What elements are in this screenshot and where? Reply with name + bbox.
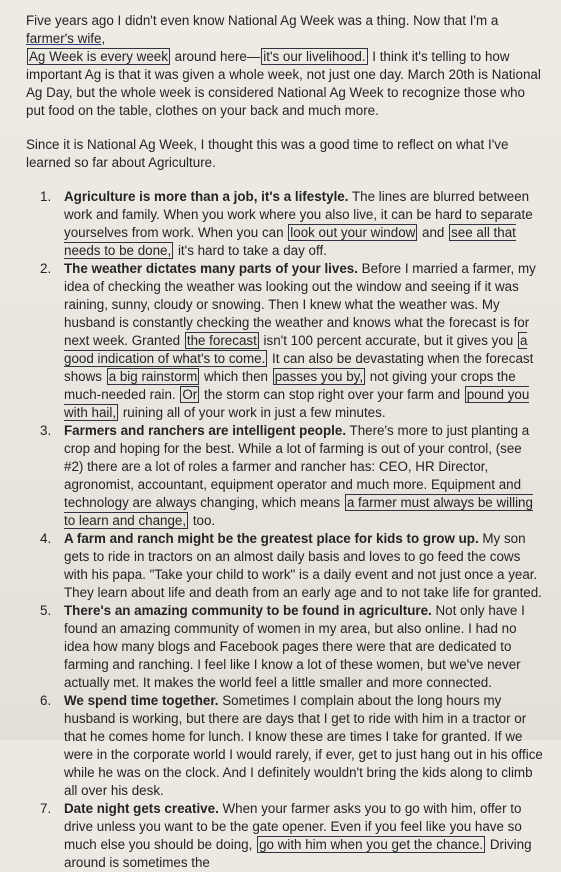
handwritten-box: look out your window (290, 225, 416, 240)
list-number: 4. (40, 531, 52, 546)
list-item (26, 188, 544, 260)
intro-text-2: around here— (170, 49, 261, 64)
handwritten-box: passes you by, (274, 369, 364, 384)
handwritten-box: see all that needs to be done, (64, 225, 516, 258)
list-number: 1. (40, 189, 52, 204)
handwritten-box: a big rainstorm (108, 369, 198, 384)
item-heading: The weather dictates many parts of your lives. (64, 261, 358, 276)
item-text: There's more to just planting a crop and hoping for the best. While a lot of farming is out of your control, (see #2) there are a lot of roles a farmer and rancher has: CEO, HR Director, agronomist, accountant, equipment operator and much more. Equipment and technology are always changing, which means (64, 423, 530, 510)
item-heading: A farm and ranch might be the greatest place for kids to grow up. (64, 531, 479, 546)
item-heading: We spend time together. (64, 693, 219, 708)
list-item (26, 602, 544, 692)
item-text: which then (200, 369, 272, 384)
list-number: 3. (40, 423, 52, 438)
item-text: It can also be devastating when the forecast shows (64, 351, 534, 384)
intro-text: Five years ago I didn't even know National Ag Week was a thing. Now that I'm a (26, 13, 499, 28)
intro-text-3: I think it's telling to how important Ag is that it was given a whole week, not just one day. March 20th is National Ag Day, but the whole week is considered National Ag Week to recognize those who put food on the table, clothes on your back and much more. (26, 49, 541, 118)
item-text: too. (189, 513, 216, 528)
lessons-list (26, 188, 544, 872)
item-text: not giving your crops the much-needed rain. (64, 369, 516, 402)
farmers-wife-link[interactable]: farmer's wife, (26, 31, 106, 46)
item-heading: Farmers and ranchers are intelligent people. (64, 423, 347, 438)
list-number: 7. (40, 801, 52, 816)
item-heading: There's an amazing community to be found in agriculture. (64, 603, 432, 618)
item-text: The lines are blurred between work and family. When you work where you also live, it can be hard to separate yourselves from work. When you can (64, 189, 533, 240)
item-text: it's hard to take a day off. (174, 243, 327, 258)
handwritten-box: the forecast (186, 333, 257, 348)
list-item (26, 692, 544, 800)
handwritten-box: go with him when you get the chance. (259, 837, 484, 852)
handwritten-box: Or (182, 387, 198, 402)
item-text: Sometimes I complain about the long hours my husband is working, but there are days that I get to ride with him in a tractor or that he comes home for lunch. I know these are times I take for granted. If we were in the corporate world I would rarely, if ever, get to just hang out in his office while he was on the clock. And I definitely wouldn't bring the kids along to climb all over his desk. (64, 693, 543, 798)
item-text: isn't 100 percent accurate, but it gives you (259, 333, 517, 348)
item-text: Before I married a farmer, my idea of checking the weather was looking out the window and seeing if it was raining, sunny, cloudy or snowing. Then I knew what the weather was. My husband is constantly checking the weather and knows what the forecast is for next week. Granted (64, 261, 536, 348)
item-text: My son gets to ride in tractors on an almost daily basis and loves to go feed the cows with his papa. "Take your child to work" is a daily event and not just once a year. They learn about life and death from an early age and to not take life for granted. (64, 531, 542, 600)
item-text: the storm can stop right over your farm and (200, 387, 464, 402)
item-heading: Date night gets creative. (64, 801, 219, 816)
document-body (26, 12, 544, 872)
handwritten-box: a good indication of what's to come. (64, 333, 528, 366)
list-item (26, 800, 544, 872)
item-heading: Agriculture is more than a job, it's a lifestyle. (64, 189, 349, 204)
reflect-paragraph: Since it is National Ag Week, I thought this was a good time to reflect on what I've learned so far about Agriculture. (26, 137, 509, 170)
item-text: Not only have I found an amazing community of women in my area, but also online. I had no idea how many blogs and Facebook pages there were that are dedicated to farming and ranching. I feel like I know a lot of these women, but we've never actually met. It makes the world feel a little smaller and more connected. (64, 603, 525, 690)
list-number: 5. (40, 603, 52, 618)
list-number: 6. (40, 693, 52, 708)
list-item (26, 530, 544, 602)
item-text: and (418, 225, 449, 240)
handwritten-box-livelihood: it's our livelihood. (263, 49, 366, 64)
item-text: Driving around is sometimes the (64, 837, 532, 870)
list-item (26, 260, 544, 422)
handwritten-box: a farmer must always be willing to learn and change, (64, 495, 533, 528)
handwritten-box: pound you with hail, (64, 387, 530, 420)
item-text: When your farmer asks you to go with him, offer to drive unless you want to be the gate opener. Even if you feel like you have so much else you should be doing, (64, 801, 522, 852)
list-item (26, 422, 544, 530)
handwritten-box-ag-week: Ag Week is every week (29, 49, 168, 64)
item-text: ruining all of your work in just a few minutes. (119, 405, 386, 420)
intro-paragraph (26, 12, 544, 120)
list-number: 2. (40, 261, 52, 276)
